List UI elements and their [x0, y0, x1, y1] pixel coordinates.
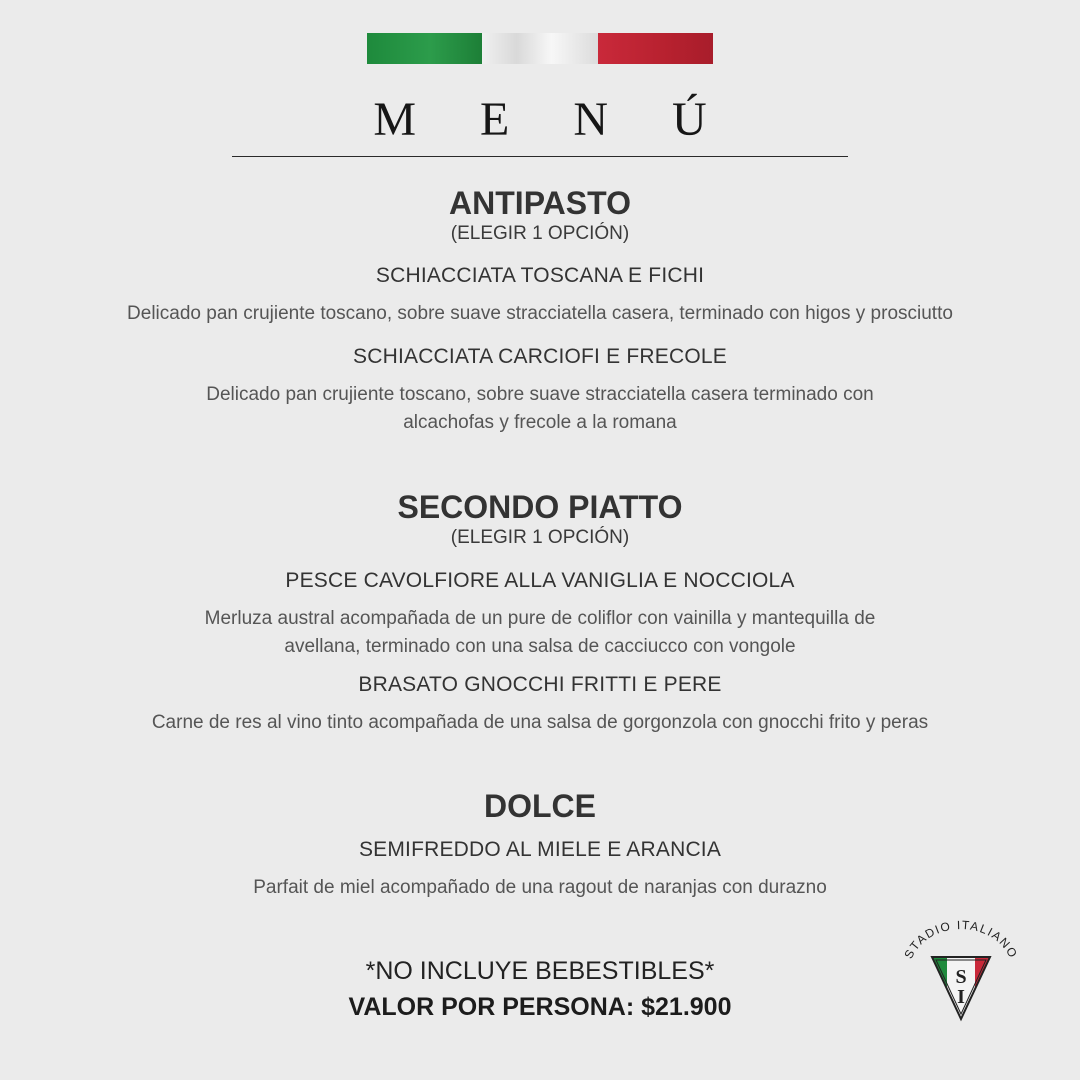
dish-description: Merluza austral acompañada de un pure de coliflor con vainilla y mantequilla de: [204, 608, 876, 629]
price-per-person: VALOR POR PERSONA: $21.900: [348, 993, 732, 1021]
menu-title: M E N Ú: [373, 93, 733, 146]
stadio-italiano-logo: [895, 915, 1025, 1025]
dish-name: BRASATO GNOCCHI FRITTI E PERE: [358, 673, 722, 696]
logo-monogram-i: I: [957, 986, 965, 1008]
section-subtitle-antipasto: (ELEGIR 1 OPCIÓN): [450, 223, 630, 244]
italian-flag-banner: [367, 33, 713, 64]
flag-green-stripe: [367, 33, 482, 64]
logo-monogram-s: S: [955, 966, 967, 988]
flag-white-stripe: [482, 33, 597, 64]
section-title-dolce: DOLCE: [484, 788, 596, 824]
section-title-secondo: SECONDO PIATTO: [397, 489, 683, 525]
dish-name: SCHIACCIATA CARCIOFI E FRECOLE: [353, 345, 727, 368]
dish-description: Delicado pan crujiente toscano, sobre suave stracciatella casera, terminado con higos y prosciutto: [127, 303, 953, 324]
section-title-antipasto: ANTIPASTO: [449, 185, 631, 221]
title-divider: [232, 156, 848, 157]
drinks-note: *NO INCLUYE BEBESTIBLES*: [365, 957, 715, 985]
logo-ring-text: STADIO ITALIANO: [901, 917, 1021, 961]
dish-name: SEMIFREDDO AL MIELE E ARANCIA: [358, 838, 722, 861]
flag-red-stripe: [598, 33, 713, 64]
section-subtitle-secondo: (ELEGIR 1 OPCIÓN): [450, 527, 630, 548]
dish-description: alcachofas y frecole a la romana: [403, 412, 677, 433]
dish-name: SCHIACCIATA TOSCANA E FICHI: [375, 264, 705, 287]
dish-description: Carne de res al vino tinto acompañada de una salsa de gorgonzola con gnocchi frito y peras: [151, 712, 929, 733]
dish-description: avellana, terminado con una salsa de cacciucco con vongole: [284, 636, 796, 657]
dish-description: Parfait de miel acompañado de una ragout de naranjas con durazno: [253, 877, 827, 898]
dish-name: PESCE CAVOLFIORE ALLA VANIGLIA E NOCCIOLA: [285, 569, 795, 592]
dish-description: Delicado pan crujiente toscano, sobre suave stracciatella casera terminado con: [206, 384, 874, 405]
